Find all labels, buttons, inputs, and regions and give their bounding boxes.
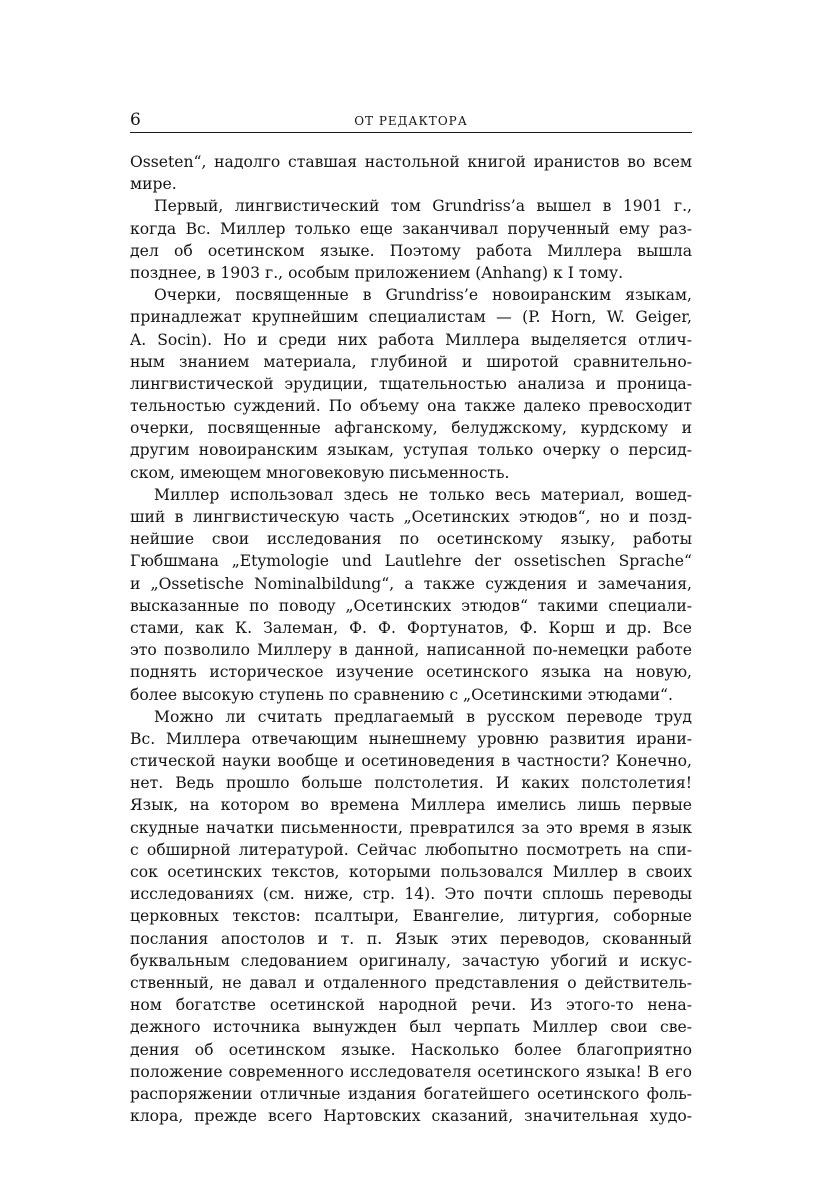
text-line: ском, имеющем многовековую письменность.	[130, 463, 510, 482]
text-line: принадлежат крупнейшим специалистам — (P. Horn, W. Geiger,	[130, 308, 692, 327]
text-line: дежного источника вынужден был черпать Миллер свои све-	[130, 1018, 692, 1037]
text-line: это позволило Миллеру в данной, написанной по-немецки работе	[130, 641, 692, 660]
page-number: 6	[130, 110, 141, 130]
text-line: Первый, лингвистический том Grundriss’a вышел в 1901 г.,	[154, 197, 692, 216]
text-line: Язык, на котором во времена Миллера имелись лишь первые	[130, 796, 692, 815]
text-line: Миллер использовал здесь не только весь материал, вошед-	[154, 485, 692, 504]
text-line: тельностью суждений. По объему она также далеко превосходит	[130, 397, 692, 416]
text-line: церковных текстов: псалтыри, Евангелие, литургия, соборные	[130, 907, 692, 926]
text-line: послания апостолов и т. п. Язык этих переводов, скованный	[130, 929, 692, 948]
body-text	[130, 151, 692, 1127]
text-line: лингвистической эрудиции, тщательностью анализа и проница-	[130, 374, 692, 393]
text-line: Очерки, посвященные в Grundriss’е новоиранским языкам,	[154, 286, 692, 305]
text-line: ственный, не давал и отдаленного представления о действитель-	[130, 973, 692, 992]
text-line: когда Вс. Миллер только еще заканчивал порученный ему раз-	[130, 219, 692, 238]
text-line: поднять историческое изучение осетинского языка на новую,	[130, 663, 692, 682]
running-title: ОТ РЕДАКТОРА	[354, 114, 468, 128]
text-line: Osseten“, надолго ставшая настольной книгой иранистов во всем	[130, 153, 692, 171]
text-line: другим новоиранским языкам, уступая только очерку о персид-	[130, 441, 692, 460]
text-line: дел об осетинском языке. Поэтому работа Миллера вышла	[130, 241, 692, 260]
text-line: стами, как К. Залеман, Ф. Ф. Фортунатов, Ф. Корш и др. Все	[130, 618, 692, 637]
text-line: позднее, в 1903 г., особым приложением (Anhang) к I тому.	[130, 263, 624, 282]
text-line: нейшие свои исследования по осетинскому языку, работы	[130, 530, 692, 549]
text-line: сок осетинских текстов, которыми пользовался Миллер в своих	[130, 863, 692, 881]
text-line: распоряжении отличные издания богатейшего осетинского фоль-	[130, 1084, 692, 1103]
text-line: Гюбшмана „Etymologie und Lautlehre der ossetischen Sprache“	[130, 552, 692, 571]
text-line: скудные начатки письменности, превратился за это время в язык	[130, 818, 692, 837]
text-line: стической науки вообще и осетиноведения в частности? Конечно,	[130, 752, 692, 771]
text-line: ном богатстве осетинской народной речи. Из этого-то нена-	[130, 996, 692, 1015]
text-line: положение современного исследователя осетинского языка! В его	[130, 1062, 692, 1081]
text-line: Можно ли считать предлагаемый в русском переводе труд	[154, 707, 692, 726]
text-line: с обширной литературой. Сейчас любопытно посмотреть на спи-	[130, 840, 692, 859]
text-line: мире.	[130, 175, 177, 194]
text-line: более высокую ступень по сравнению с „Осетинскими этюдами“.	[130, 685, 673, 704]
text-line: клора, прежде всего Нартовских сказаний, значительная худо-	[130, 1107, 692, 1126]
text-line: исследованиях (см. ниже, стр. 14). Это почти сплошь переводы	[130, 885, 692, 904]
text-line: A. Socin). Но и среди них работа Миллера выделяется отлич-	[130, 330, 692, 349]
text-line: нет. Ведь прошло больше полстолетия. И каких полстолетия!	[130, 774, 692, 793]
text-line: буквальным следованием оригиналу, зачастую убогий и искус-	[130, 951, 692, 970]
page-header	[130, 110, 692, 133]
text-line: ным знанием материала, глубиной и широтой сравнительно-	[130, 352, 692, 371]
text-line: дения об осетинском языке. Насколько более благоприятно	[130, 1040, 692, 1059]
text-line: ший в лингвистическую часть „Осетинских этюдов“, но и позд-	[130, 508, 692, 526]
text-line: и „Ossetische Nominalbildung“, а также суждения и замечания,	[130, 574, 692, 593]
text-line: Вс. Миллера отвечающим нынешнему уровню развития ирани-	[130, 729, 692, 748]
text-line: высказанные по поводу „Осетинских этюдов“ такими специали-	[130, 596, 692, 615]
text-line: очерки, посвященные афганскому, белуджскому, курдскому и	[130, 419, 692, 438]
